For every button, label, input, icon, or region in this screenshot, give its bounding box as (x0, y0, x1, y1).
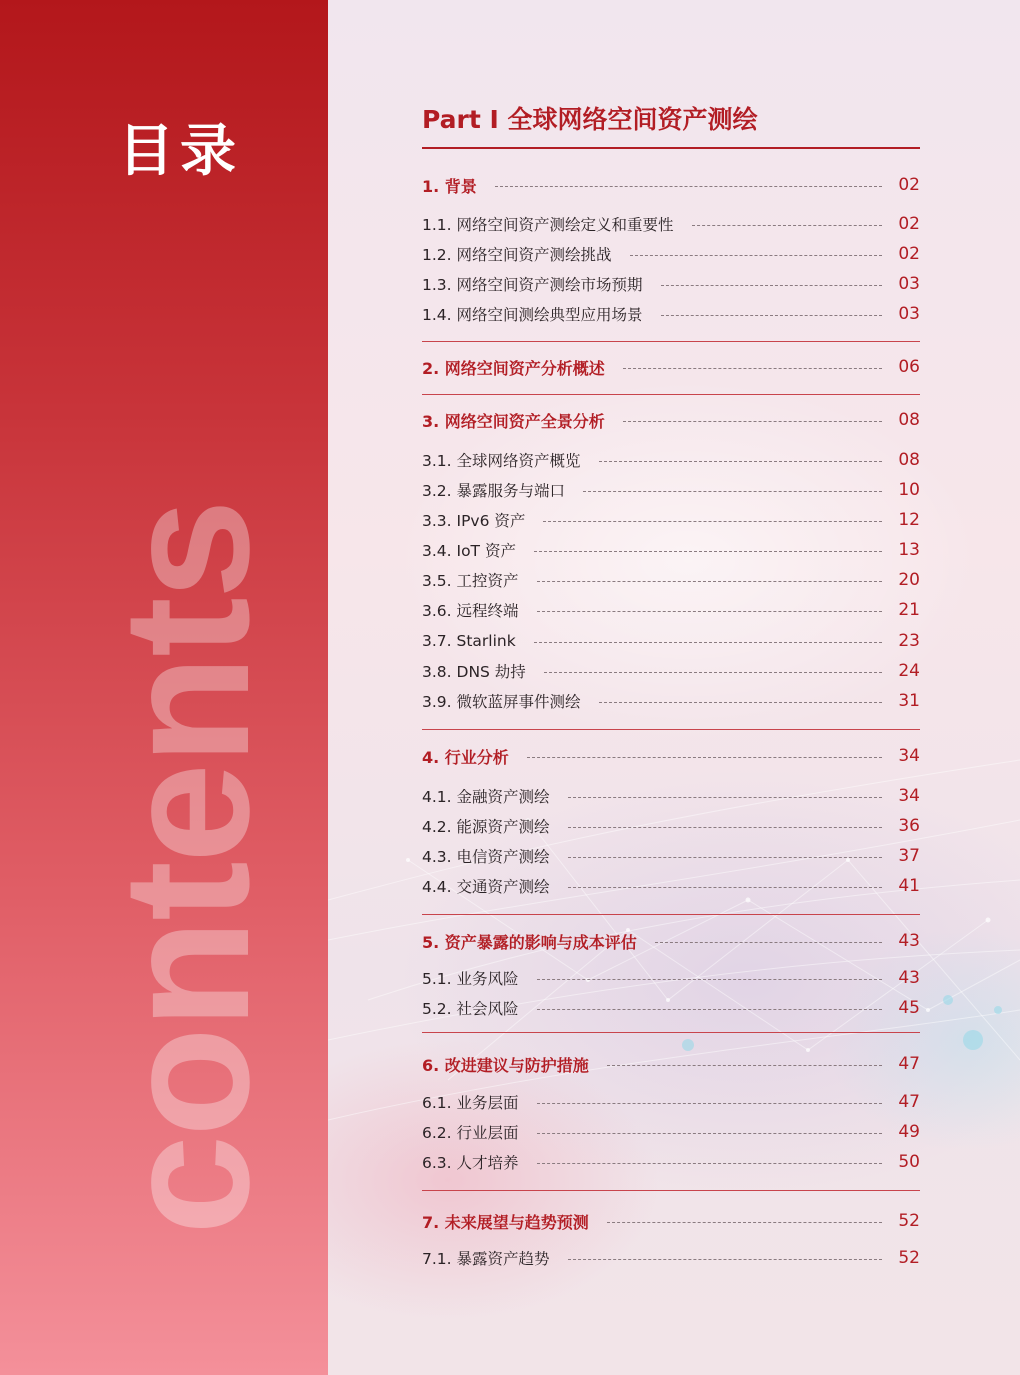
toc-entry-label: 4.4. 交通资产测绘 (422, 878, 550, 896)
dot-leader (537, 1163, 882, 1164)
toc-entry-label: 1.1. 网络空间资产测绘定义和重要性 (422, 216, 674, 234)
toc-entry-label: 7.1. 暴露资产趋势 (422, 1250, 550, 1268)
toc-entry-label: 3.9. 微软蓝屏事件测绘 (422, 693, 581, 711)
toc-entry-label: 3. 网络空间资产全景分析 (422, 411, 605, 431)
toc-entry-6[interactable] (422, 1052, 920, 1076)
toc-entry-label: 3.8. DNS 劫持 (422, 663, 526, 681)
toc-entry-3-3[interactable] (422, 508, 920, 532)
toc-entry-label: 3.5. 工控资产 (422, 572, 519, 590)
toc-entry-3-8[interactable] (422, 659, 920, 683)
dot-leader (568, 797, 882, 798)
toc-entry-label: 1.3. 网络空间资产测绘市场预期 (422, 276, 643, 294)
toc-entry-label: 3.6. 远程终端 (422, 602, 519, 620)
section-divider (422, 394, 920, 395)
toc-entry-page: 43 (898, 931, 920, 951)
dot-leader (661, 285, 882, 286)
toc-heading: 目录 (118, 119, 242, 184)
toc-entry-page: 31 (898, 691, 920, 711)
toc-entry-5[interactable] (422, 929, 920, 953)
toc-entry-label: 4.3. 电信资产测绘 (422, 848, 550, 866)
dot-leader (544, 672, 882, 673)
toc-entry-label: 4.1. 金融资产测绘 (422, 788, 550, 806)
toc-entry-4-2[interactable] (422, 814, 920, 838)
dot-leader (655, 942, 882, 943)
dot-leader (599, 702, 882, 703)
dot-leader (568, 887, 882, 888)
toc-entry-page: 45 (898, 998, 920, 1018)
toc-entry-page: 06 (898, 357, 920, 377)
toc-entry-2[interactable] (422, 355, 920, 379)
toc-entry-6-3[interactable] (422, 1150, 920, 1174)
toc-entry-page: 03 (898, 274, 920, 294)
toc-entry-page: 02 (898, 244, 920, 264)
toc-entry-5-1[interactable] (422, 966, 920, 990)
toc-entry-label: 3.2. 暴露服务与端口 (422, 482, 566, 500)
toc-entry-label: 6.2. 行业层面 (422, 1124, 519, 1142)
toc-entry-label: 1. 背景 (422, 176, 477, 196)
toc-entry-page: 03 (898, 304, 920, 324)
toc-entry-6-2[interactable] (422, 1120, 920, 1144)
toc-entry-1[interactable] (422, 173, 920, 197)
toc-entry-page: 08 (898, 450, 920, 470)
dot-leader (661, 315, 882, 316)
dot-leader (607, 1222, 882, 1223)
toc-entry-page: 52 (898, 1248, 920, 1268)
toc-entry-1-1[interactable] (422, 212, 920, 236)
toc-entry-label: 4. 行业分析 (422, 747, 509, 767)
toc-entry-page: 34 (898, 786, 920, 806)
toc-entry-label: 3.4. IoT 资产 (422, 542, 516, 560)
section-divider (422, 914, 920, 915)
toc-entry-3-4[interactable] (422, 538, 920, 562)
dot-leader (495, 186, 882, 187)
toc-entry-page: 21 (898, 600, 920, 620)
toc-entry-page: 50 (898, 1152, 920, 1172)
toc-entry-3-5[interactable] (422, 568, 920, 592)
toc-entry-page: 20 (898, 570, 920, 590)
toc-entry-1-2[interactable] (422, 242, 920, 266)
section-divider (422, 341, 920, 342)
dot-leader (537, 1009, 882, 1010)
dot-leader (537, 979, 882, 980)
part-title-rule (422, 147, 920, 149)
toc-entry-4-1[interactable] (422, 784, 920, 808)
toc-entry-label: 2. 网络空间资产分析概述 (422, 358, 605, 378)
toc-entry-6-1[interactable] (422, 1090, 920, 1114)
dot-leader (568, 857, 882, 858)
dot-leader (599, 461, 882, 462)
sidebar-panel (0, 0, 328, 1375)
toc-entry-1-4[interactable] (422, 302, 920, 326)
dot-leader (630, 255, 882, 256)
dot-leader (623, 421, 882, 422)
toc-entry-3-6[interactable] (422, 598, 920, 622)
section-divider (422, 1032, 920, 1033)
toc-entry-page: 13 (898, 540, 920, 560)
toc-entry-label: 3.1. 全球网络资产概览 (422, 452, 581, 470)
toc-entry-3-2[interactable] (422, 478, 920, 502)
toc-entry-page: 10 (898, 480, 920, 500)
toc-entry-label: 1.4. 网络空间测绘典型应用场景 (422, 306, 643, 324)
toc-entry-3-7[interactable] (422, 629, 920, 653)
toc-entry-page: 43 (898, 968, 920, 988)
toc-entry-label: 6.3. 人才培养 (422, 1154, 519, 1172)
toc-entry-5-2[interactable] (422, 996, 920, 1020)
toc-entry-1-3[interactable] (422, 272, 920, 296)
dot-leader (534, 551, 882, 552)
dot-leader (537, 611, 882, 612)
dot-leader (534, 642, 882, 643)
toc-entry-page: 41 (898, 876, 920, 896)
toc-entry-page: 37 (898, 846, 920, 866)
dot-leader (607, 1065, 882, 1066)
toc-entry-3-1[interactable] (422, 448, 920, 472)
toc-entry-label: 5. 资产暴露的影响与成本评估 (422, 932, 637, 952)
toc-entry-label: 3.3. IPv6 资产 (422, 512, 526, 530)
contents-watermark-wrap (86, 235, 287, 1235)
section-divider (422, 729, 920, 730)
toc-entry-page: 23 (898, 631, 920, 651)
toc-entry-page: 12 (898, 510, 920, 530)
toc-entry-page: 47 (898, 1092, 920, 1112)
toc-entry-page: 52 (898, 1211, 920, 1231)
toc-entry-label: 6. 改进建议与防护措施 (422, 1055, 589, 1075)
contents-watermark: contents (86, 500, 287, 1235)
part-title: Part I 全球网络空间资产测绘 (422, 105, 758, 134)
dot-leader (537, 1103, 882, 1104)
toc-entry-label: 3.7. Starlink (422, 632, 516, 650)
dot-leader (692, 225, 882, 226)
toc-entry-label: 1.2. 网络空间资产测绘挑战 (422, 246, 612, 264)
dot-leader (583, 491, 882, 492)
dot-leader (568, 827, 882, 828)
toc-entry-page: 34 (898, 746, 920, 766)
dot-leader (623, 368, 882, 369)
toc-entry-page: 49 (898, 1122, 920, 1142)
dot-leader (568, 1259, 882, 1260)
toc-entry-4[interactable] (422, 744, 920, 768)
toc-entry-label: 6.1. 业务层面 (422, 1094, 519, 1112)
dot-leader (537, 581, 882, 582)
toc-entry-3-9[interactable] (422, 689, 920, 713)
dot-leader (537, 1133, 882, 1134)
toc-entry-page: 24 (898, 661, 920, 681)
toc-entry-page: 02 (898, 214, 920, 234)
section-divider (422, 1190, 920, 1191)
toc-entry-4-4[interactable] (422, 874, 920, 898)
toc-entry-label: 5.2. 社会风险 (422, 1000, 519, 1018)
toc-entry-page: 08 (898, 410, 920, 430)
toc-entry-3[interactable] (422, 408, 920, 432)
toc-entry-label: 5.1. 业务风险 (422, 970, 519, 988)
dot-leader (527, 757, 882, 758)
toc-entry-page: 47 (898, 1054, 920, 1074)
toc-entry-page: 36 (898, 816, 920, 836)
toc-entry-page: 02 (898, 175, 920, 195)
toc-entry-4-3[interactable] (422, 844, 920, 868)
dot-leader (543, 521, 882, 522)
toc-entry-7[interactable] (422, 1209, 920, 1233)
toc-panel (328, 0, 1020, 1375)
toc-entry-label: 7. 未来展望与趋势预测 (422, 1212, 589, 1232)
toc-entry-7-1[interactable] (422, 1246, 920, 1270)
toc-entry-label: 4.2. 能源资产测绘 (422, 818, 550, 836)
